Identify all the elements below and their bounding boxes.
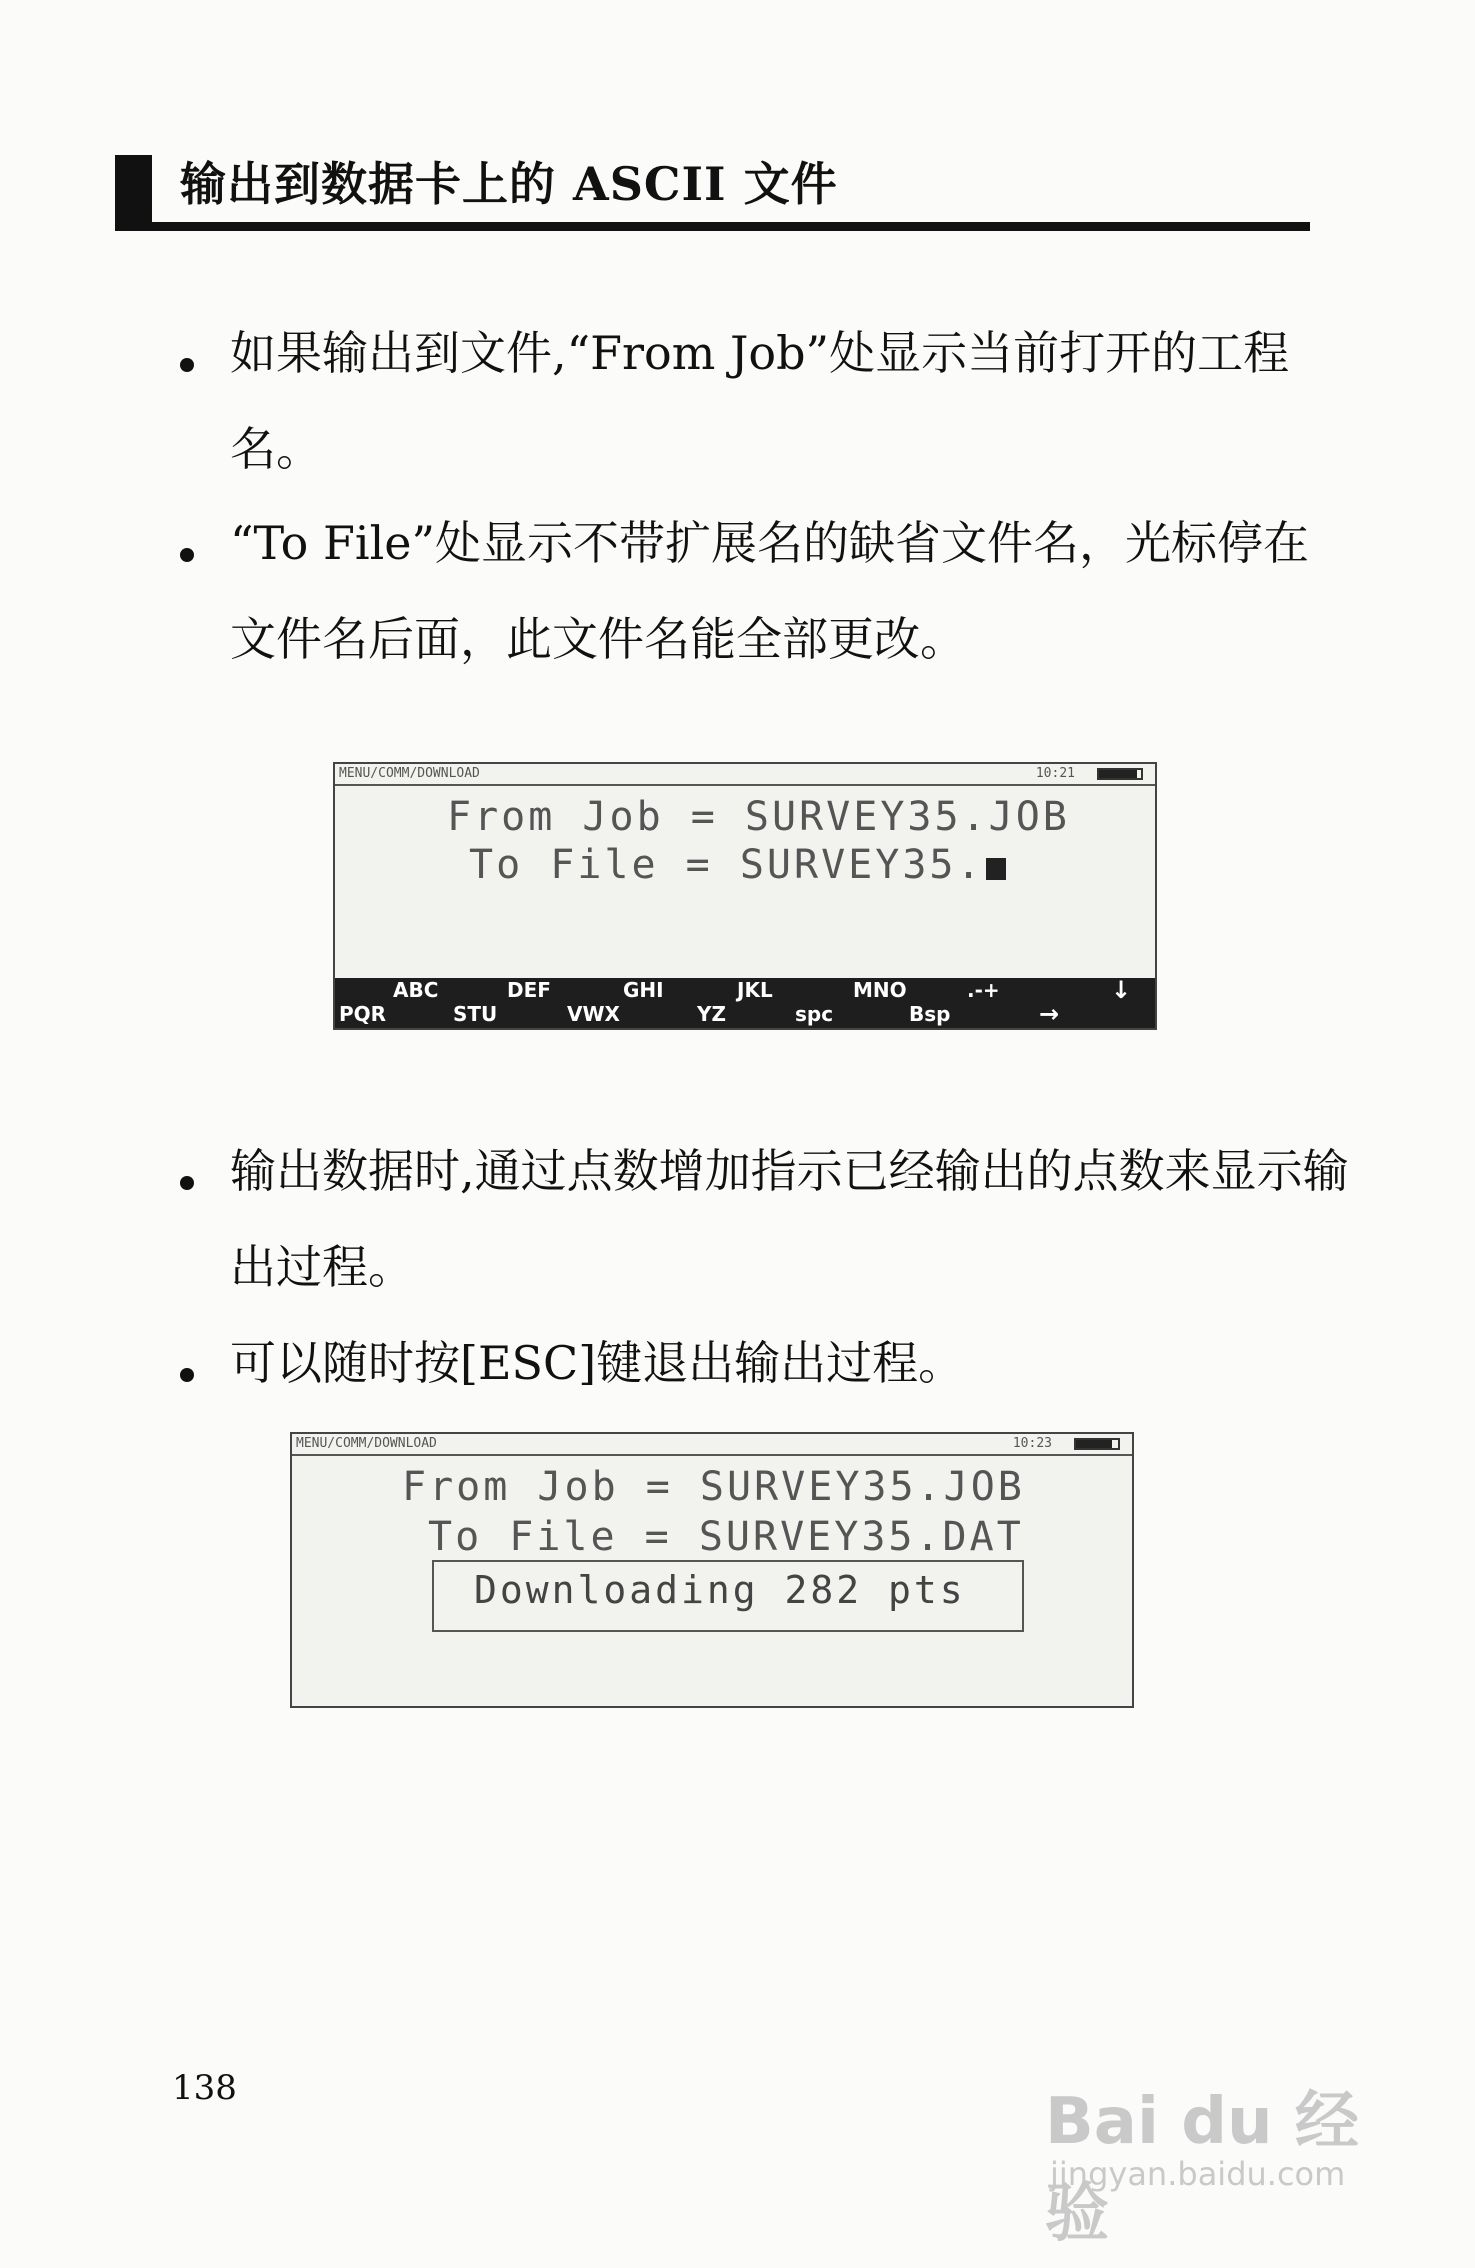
softkey-ghi[interactable]: GHI [623,978,664,1002]
bullet-dot [180,1176,194,1190]
battery-level [1099,770,1137,778]
softkey-pqr[interactable]: PQR [339,1002,387,1026]
softkey-backspace[interactable]: Bsp [909,1002,951,1026]
softkey-def[interactable]: DEF [507,978,551,1002]
watermark-logo [1045,2060,1395,2251]
to-file-line: To File = SURVEY35.DAT [428,1514,1024,1560]
bullet-dot [180,1368,194,1382]
softkey-vwx[interactable]: VWX [567,1002,620,1026]
battery-level [1076,1440,1112,1448]
watermark-brand: Bai du 经验 [1045,2085,1359,2251]
to-file-text: To File = SURVEY35. [469,842,984,888]
battery-icon [1074,1438,1120,1450]
device-screen-1 [333,762,1157,1030]
softkey-symbols[interactable]: .-+ [967,978,1000,1002]
page-number: 138 [172,2068,237,2108]
download-progress-text: Downloading 282 pts [474,1568,966,1612]
softkey-bar [335,978,1155,1028]
breadcrumb: MENU/COMM/DOWNLOAD [296,1436,437,1451]
section-marker [115,155,152,231]
clock: 10:23 [1012,1436,1052,1451]
arrow-right-icon[interactable]: → [1039,1000,1060,1028]
softkey-abc[interactable]: ABC [393,978,439,1002]
paragraph: 如果输出到文件,“From Job”处显示当前打开的工程名。 [230,326,1290,476]
clock: 10:21 [1035,766,1075,781]
paragraph: 可以随时按[ESC]键退出输出过程。 [230,1336,965,1390]
section-title: 输出到数据卡上的 ASCII 文件 [180,157,838,211]
softkey-stu[interactable]: STU [453,1002,498,1026]
status-bar [335,764,1155,786]
softkey-space[interactable]: spc [795,1002,834,1026]
device-screen-2 [290,1432,1134,1708]
breadcrumb: MENU/COMM/DOWNLOAD [339,766,480,781]
header-rule [115,222,1310,231]
text-cursor [986,858,1006,880]
softkey-jkl[interactable]: JKL [737,978,773,1002]
from-job-line: From Job = SURVEY35.JOB [402,1464,1025,1510]
to-file-line[interactable] [469,842,1006,888]
softkey-yz[interactable]: YZ [697,1002,726,1026]
download-progress-box [432,1560,1024,1632]
battery-icon [1097,768,1143,780]
from-job-line: From Job = SURVEY35.JOB [447,794,1070,840]
paragraph: “To File”处显示不带扩展名的缺省文件名，光标停在文件名后面，此文件名能全部更改。 [230,516,1310,666]
softkey-mno[interactable]: MNO [853,978,907,1002]
arrow-down-icon[interactable]: ↓ [1111,976,1132,1004]
status-bar [292,1434,1132,1456]
bullet-dot [180,358,194,372]
watermark-url: jingyan.baidu.com [1050,2155,1346,2193]
bullet-dot [180,548,194,562]
paragraph: 输出数据时,通过点数增加指示已经输出的点数来显示输出过程。 [230,1144,1349,1294]
